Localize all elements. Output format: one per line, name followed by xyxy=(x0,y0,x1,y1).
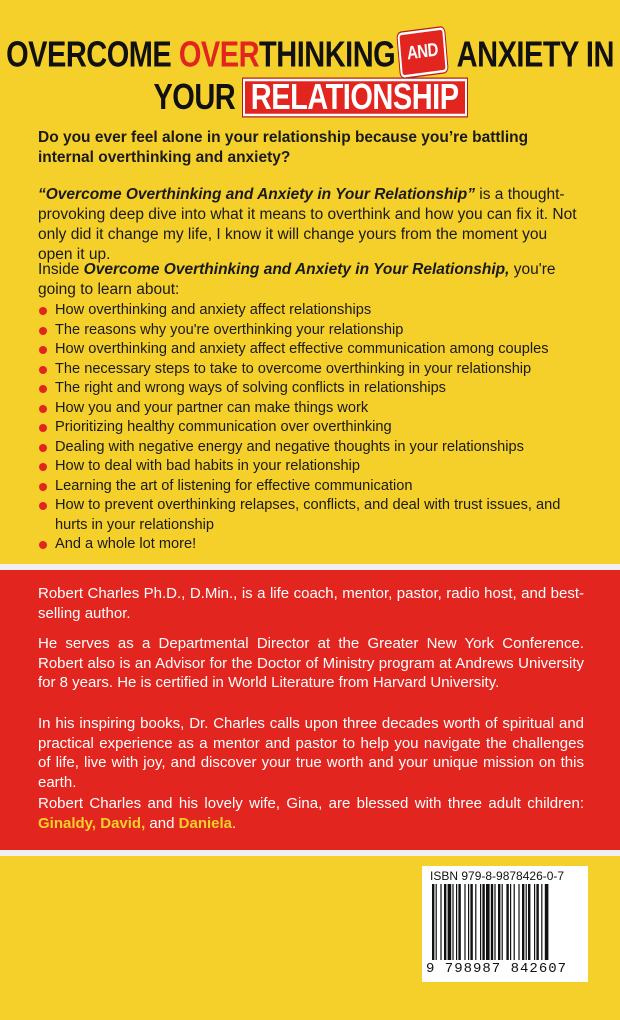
barcode-stripe xyxy=(510,884,511,960)
bio-paragraph-1: Robert Charles Ph.D., D.Min., is a life coach, mentor, pastor, radio host, and best-selling author. xyxy=(38,585,584,622)
barcode-bars-icon xyxy=(432,884,578,960)
barcode-stripe xyxy=(482,884,484,960)
list-item-text: Prioritizing healthy communication over overthinking xyxy=(55,419,392,435)
inside-intro xyxy=(38,260,584,300)
description-text: is a thought-provoking deep dive into what it means to overthink and how you can fix it. Not only did it change my life, I know it will change yours from the moment you open it up. xyxy=(38,186,577,263)
barcode-stripe xyxy=(486,884,490,960)
bullet-dot-icon xyxy=(39,346,47,354)
bio-paragraph-4 xyxy=(38,794,584,833)
bullet-dot-icon xyxy=(39,385,47,393)
list-item xyxy=(38,301,584,321)
description-book-title: “Overcome Overthinking and Anxiety in Your Relationship” xyxy=(38,186,475,203)
barcode-stripe xyxy=(526,884,527,960)
inside-suffix: you're going to learn about: xyxy=(38,261,556,298)
barcode-stripe xyxy=(480,884,481,960)
barcode-stripe xyxy=(528,884,530,960)
list-item-text: Learning the art of listening for effective communication xyxy=(55,477,413,494)
title-line-1 xyxy=(0,30,620,75)
barcode-stripe xyxy=(468,884,469,960)
isbn-label: ISBN 979-8-9878426-0-7 xyxy=(430,869,565,883)
list-item xyxy=(38,418,584,438)
child-name-daniela: Daniela xyxy=(178,814,232,832)
barcode-stripe xyxy=(522,884,524,960)
list-item xyxy=(38,399,584,419)
barcode-stripe xyxy=(444,884,446,960)
barcode-stripe xyxy=(491,884,493,960)
list-item xyxy=(38,438,584,458)
list-item-text: How overthinking and anxiety affect effective communication among couples xyxy=(55,341,549,357)
title-line-2 xyxy=(0,79,620,117)
list-item xyxy=(38,340,584,360)
barcode-stripe xyxy=(536,884,538,960)
list-item-text: And a whole lot more! xyxy=(55,536,197,552)
barcode-stripe xyxy=(436,884,437,960)
bullet-dot-icon xyxy=(39,483,47,491)
title-anxiety-in: ANXIETY IN xyxy=(450,35,614,75)
cover-title xyxy=(0,30,620,116)
barcode-stripe xyxy=(498,884,500,960)
bullet-dot-icon xyxy=(39,424,47,432)
barcode-stripe xyxy=(464,884,465,960)
inside-prefix: Inside xyxy=(38,261,84,278)
barcode-stripe xyxy=(534,884,535,960)
barcode-stripe xyxy=(494,884,495,960)
title-over-highlight: OVER xyxy=(178,35,260,75)
barcode-stripe xyxy=(458,884,460,960)
title-thinking: THINKING xyxy=(259,35,396,75)
barcode-stripe xyxy=(440,884,441,960)
list-item-text: How to prevent overthinking relapses, conflicts, and deal with trust issues, and hurts in your relationship xyxy=(55,497,561,533)
list-item xyxy=(38,457,584,477)
list-item xyxy=(38,379,584,399)
bullet-dot-icon xyxy=(39,502,47,510)
list-item xyxy=(38,535,584,555)
barcode-stripe xyxy=(452,884,453,960)
barcode-stripe xyxy=(545,884,549,960)
title-and-badge: AND xyxy=(397,27,448,78)
list-item-text: The necessary steps to take to overcome overthinking in your relationship xyxy=(55,360,532,377)
isbn-barcode xyxy=(422,866,588,982)
list-item-text: How overthinking and anxiety affect relationships xyxy=(55,302,372,318)
list-item xyxy=(38,360,584,380)
barcode-stripe xyxy=(432,884,434,960)
bullet-dot-icon xyxy=(39,444,47,452)
book-description xyxy=(38,185,584,265)
bullet-dot-icon xyxy=(39,463,47,471)
list-item xyxy=(38,496,584,535)
title-relationship-box: RELATIONSHIP xyxy=(243,79,467,117)
barcode-stripe xyxy=(514,884,515,960)
bullet-dot-icon xyxy=(39,405,47,413)
child-name-david: David, xyxy=(100,814,146,832)
bio-paragraph-2: He serves as a Departmental Director at the Greater New York Conference. Robert also is an Advisor for the Doctor of Ministry program at Andrews University for 8 years. He is certified in World Literature from Harvard University. xyxy=(38,635,584,691)
barcode-stripe xyxy=(502,884,503,960)
barcode-stripe xyxy=(506,884,508,960)
title-your: YOUR xyxy=(153,77,243,118)
bullet-dot-icon xyxy=(39,327,47,335)
bio-paragraph-3: In his inspiring books, Dr. Charles calls upon three decades worth of spiritual and practical experience as a mentor and pastor to help you navigate the challenges of life, live with joy, and discover your true worth and your unique mission on this earth. xyxy=(38,715,584,791)
barcode-stripe xyxy=(448,884,452,960)
list-item-text: The reasons why you're overthinking your relationship xyxy=(55,321,404,338)
bullet-dot-icon xyxy=(39,307,47,315)
list-item-text: How to deal with bad habits in your relationship xyxy=(55,458,361,474)
barcode-stripe xyxy=(470,884,472,960)
barcode-stripe xyxy=(475,884,476,960)
bio-period: . xyxy=(232,814,237,832)
bio-family-text: Robert Charles and his lovely wife, Gina, are blessed with three adult children: xyxy=(38,795,584,812)
list-item-text: How you and your partner can make things work xyxy=(55,399,369,416)
title-overcome: OVERCOME xyxy=(6,35,179,75)
bullet-dot-icon xyxy=(39,541,47,549)
child-name-ginaldy: Ginaldy, xyxy=(38,814,97,832)
list-item-text: Dealing with negative energy and negative thoughts in your relationships xyxy=(55,438,524,455)
bio-and: and xyxy=(145,814,179,832)
intro-question: Do you ever feel alone in your relationship because you’re battling internal overthinking and anxiety? xyxy=(38,129,529,166)
barcode-digits: 9 798987 842607 xyxy=(426,961,568,977)
inside-book-title: Overcome Overthinking and Anxiety in Your Relationship, xyxy=(83,261,510,278)
barcode-stripe xyxy=(518,884,519,960)
list-item xyxy=(38,477,584,497)
bullet-dot-icon xyxy=(39,366,47,374)
barcode-stripe xyxy=(456,884,457,960)
learning-list xyxy=(38,301,584,555)
list-item-text: The right and wrong ways of solving conflicts in relationships xyxy=(55,380,446,396)
list-item xyxy=(38,321,584,341)
barcode-stripe xyxy=(541,884,542,960)
